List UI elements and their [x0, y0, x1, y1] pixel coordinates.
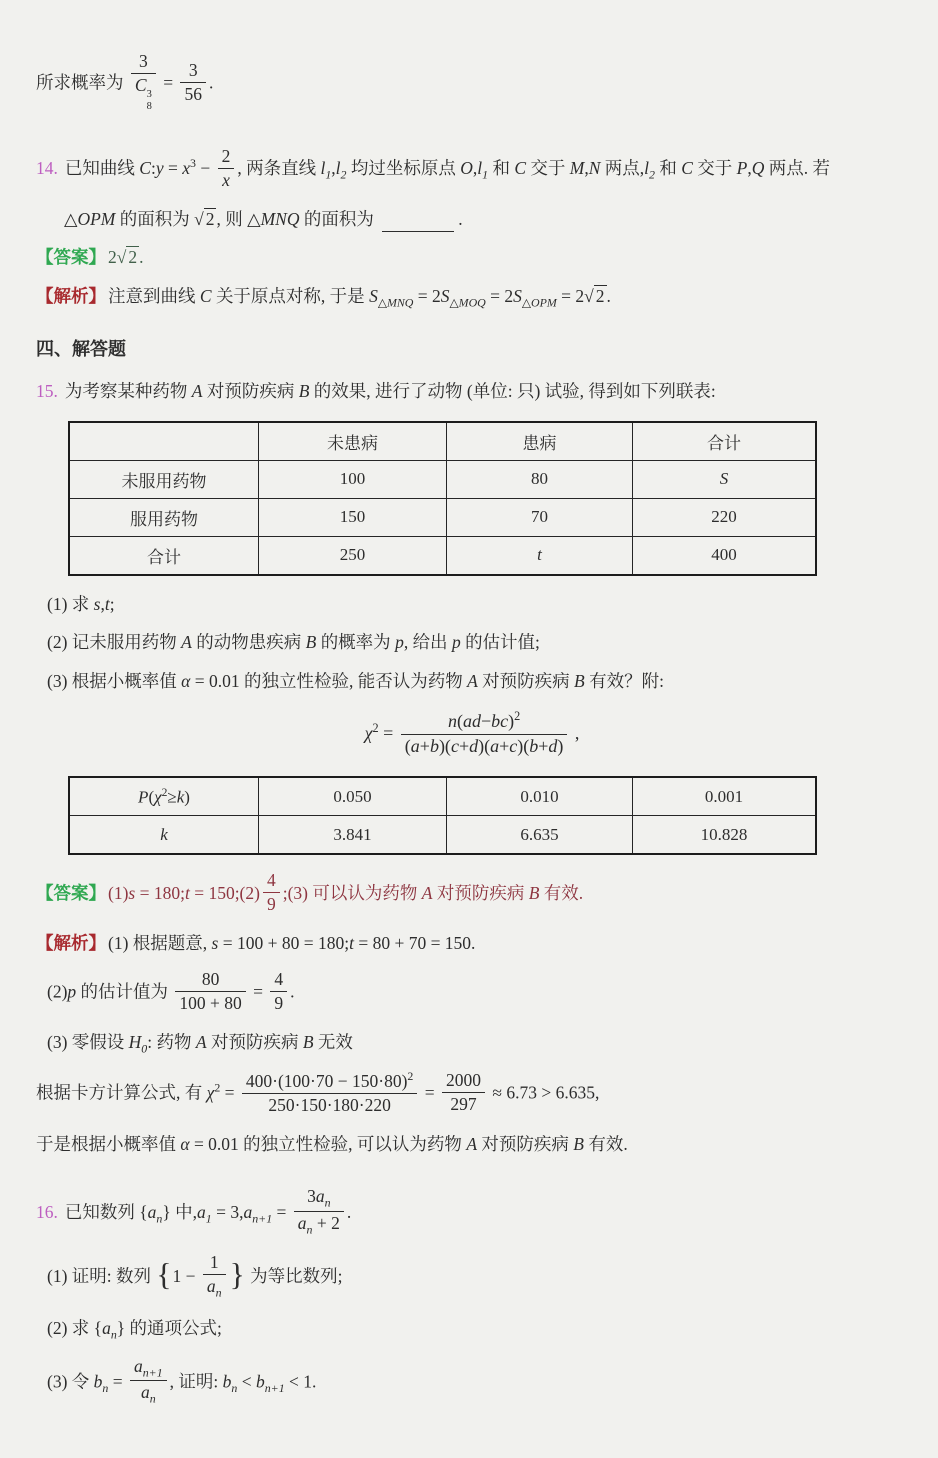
question-16-stem	[36, 1187, 908, 1240]
table-cell: 0.001	[633, 777, 817, 816]
table-cell: 0.010	[447, 777, 633, 816]
table-cell: 100	[259, 460, 447, 498]
q15-analysis-line3: (3) 零假设 $H_0$: 药物 A 对预防疾病 B 无效	[47, 1031, 353, 1056]
q15-part1: (1) 求 s,t;	[47, 593, 115, 614]
table-cell: 80	[447, 460, 633, 498]
q15-analysis-text1: (1) 根据题意, s = 100 + 80 = 180;t = 80 + 70 = 150.	[108, 933, 476, 954]
section-heading: 四、解答题	[36, 339, 126, 360]
table-cell: 70	[447, 498, 633, 536]
q14-analysis-line	[36, 284, 908, 312]
q16-part1: (1) 证明: 数列 {1 − $\frac{1}{a_n}$ } 为等比数列;	[47, 1252, 343, 1300]
question-15-stem	[36, 379, 908, 404]
question-14-text: 已知曲线 C:y = $x^3$ − $\frac{2}{x}$ , 两条直线 $l_1,l_2$ 均过坐标原点 $O,l_1$ 和 C 交于 M,N 两点$,l_2$ 和 C 交于 P,Q 两点. 若	[64, 145, 831, 190]
critical-value-table	[68, 776, 817, 855]
question-14-stem-line2: △OPM 的面积为 √ 2 , 则 △MNQ 的面积为 .	[64, 207, 908, 232]
q15-part2: (2) 记未服用药物 A 的动物患疾病 B 的概率为 p, 给出 p 的估计值;	[47, 632, 540, 653]
q16-part3: (3) 令 $b_n$ = $\frac{a_{n+1}}{a_n}$ , 证明: $b_n < b_{n+1} < 1$.	[47, 1355, 317, 1406]
table-cell: 未患病	[259, 422, 447, 461]
q14-answer-text: 2√ 2 .	[108, 247, 144, 268]
q15-answer-text: (1)s = 180;t = 150;(2) $\frac{4}{9}$ ;(3) 可以认为药物 A 对预防疾病 B 有效.	[108, 870, 584, 915]
table-row	[69, 498, 816, 536]
table-cell: 服用药物	[69, 498, 259, 536]
table-cell: $P(\chi^2\ge k)$	[69, 777, 259, 816]
probability-result-line: 所求概率为 3 C 3 8 = $\frac{3}{56}$ .	[36, 51, 214, 113]
table-cell: 未服用药物	[69, 460, 259, 498]
chi-square-formula: $\chi^2$ = $\frac{n(ad-bc)^2}{(a+b)(c+d)(a+c)(b+d)}$ ,	[364, 708, 580, 756]
contingency-table	[68, 421, 817, 576]
q15-analysis-line2: (2)p 的估计值为 $\frac{80}{100 + 80}$ = $\frac{4}{9}$ .	[47, 968, 295, 1013]
table-cell: 患病	[447, 422, 633, 461]
answer-label: 【答案】	[36, 882, 106, 903]
q16-part2: (2) 求 $\{a_n\}$ 的通项公式;	[47, 1317, 222, 1342]
q15-analysis-line1	[36, 931, 908, 956]
table-cell: k	[69, 816, 259, 855]
table-cell: 合计	[633, 422, 817, 461]
table-row	[69, 777, 816, 816]
answer-label: 【答案】	[36, 247, 106, 268]
table-cell: 220	[633, 498, 817, 536]
question-14-number: 14.	[36, 158, 58, 179]
table-cell: 400	[633, 536, 817, 575]
q15-answer-line	[36, 871, 908, 918]
question-15-text: 为考察某种药物 A 对预防疾病 B 的效果, 进行了动物 (单位: 只) 试验, 得到如下列联表:	[64, 381, 716, 402]
table-cell: t	[447, 536, 633, 575]
table-row	[69, 422, 816, 461]
q15-analysis-line4: 根据卡方计算公式, 有 $\chi^2$ = $\frac{400\cdot(100\cdot 70 - 150\cdot 80)^2}{250\cdot 150\cdot 180\cdot 220}$ = $\frac{2000}{297}$ ≈ 6.73 > 6.635,	[36, 1069, 600, 1116]
question-14-stem	[36, 147, 908, 194]
table-cell: 3.841	[259, 816, 447, 855]
table-row	[69, 816, 816, 855]
table-cell: 6.635	[447, 816, 633, 855]
table-cell: 250	[259, 536, 447, 575]
q14-analysis-text: 注意到曲线 C 关于原点对称, 于是 $S_{\triangle MNQ} = 2S_{\triangle MOQ} = 2S_{\triangle OPM} = 2√$ 2 .	[108, 285, 611, 310]
table-cell	[69, 422, 259, 461]
q14-answer-line	[36, 245, 908, 270]
q15-analysis-line5: 于是根据小概率值 α = 0.01 的独立性检验, 可以认为药物 A 对预防疾病 B 有效.	[36, 1134, 628, 1155]
analysis-label: 【解析】	[36, 933, 106, 954]
q15-part3: (3) 根据小概率值 α = 0.01 的独立性检验, 能否认为药物 A 对预防疾病 B 有效？附:	[47, 670, 664, 691]
table-cell: 合计	[69, 536, 259, 575]
question-16-number: 16.	[36, 1201, 58, 1222]
table-row	[69, 460, 816, 498]
analysis-label: 【解析】	[36, 285, 106, 306]
table-cell: S	[633, 460, 817, 498]
table-cell: 150	[259, 498, 447, 536]
table-row	[69, 536, 816, 575]
question-16-text: 已知数列 $\{a_n\}$ 中$,a_1 = 3,a_{n+1}$ = $\frac{3a_n}{a_n + 2}$ .	[64, 1186, 352, 1237]
table-cell: 10.828	[633, 816, 817, 855]
table-cell: 0.050	[259, 777, 447, 816]
question-15-number: 15.	[36, 381, 58, 402]
